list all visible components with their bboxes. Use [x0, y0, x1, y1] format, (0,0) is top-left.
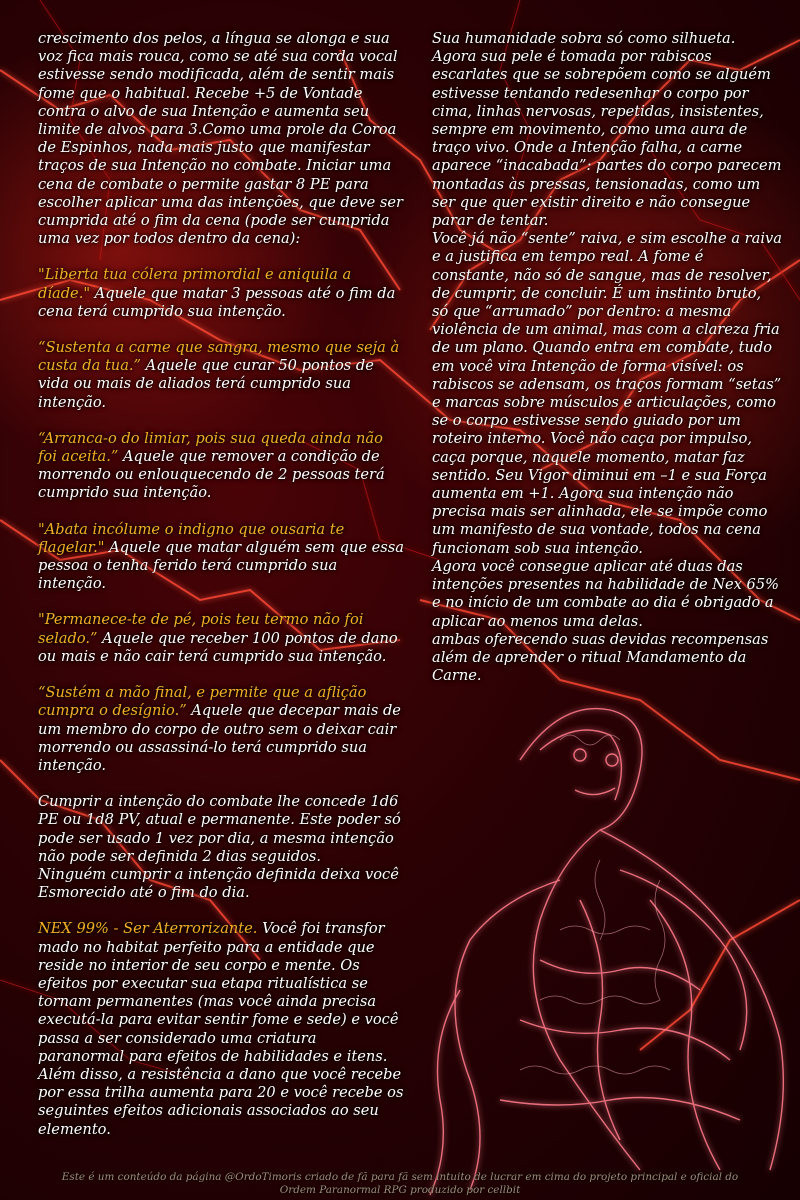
left-column [38, 30, 404, 1157]
creature-illustration [430, 709, 783, 1195]
rage-paragraph: Você já não “sente” raiva, e sim escolhe a raiva e a justifica em tempo real. A fome é constante, não só de sangue, mas de resolver, de cumprir, de concluir. É um instinto bruto, só que “arrumado” por dentro: a mesma violência de um animal, mas com a clareza fria de um plano. Quando entra em combate, tudo em você vira Intenção de forma visível: os rabiscos se adensam, os traços formam “setas” e marcas sobre músculos e articulações, como se o corpo estivesse sendo guiado por um roteiro interno. Você não caça por impulso, caça porque, naquele momento, matar faz sentido. Seu Vigor diminui em –1 e sua Força aumenta em +1. Agora sua intenção não precisa mais ser alinhada, ele se impõe como um manifesto de sua vontade, todos na cena funcionam sob sua intenção. [432, 230, 782, 557]
right-column [432, 30, 782, 685]
intention-5 [38, 611, 404, 666]
intention-quote: “Sustenta a carne que sangra, mesmo que seja à custa da tua.” [38, 339, 400, 375]
intention-quote: "Permanece-te de pé, pois teu termo não foi selado.” [38, 611, 364, 647]
intention-text: Aquele que remover a condição de morrendo ou enlouquecendo de 2 pessoas terá cumprido sua intenção. [38, 448, 385, 502]
intro-paragraph: crescimento dos pelos, a língua se alonga e sua voz fica mais rouca, como se até sua corda vocal estivesse sendo modificada, além de sentir mais fome que o habitual. Recebe +5 de Vontade contra o alvo de sua Intenção e aumenta seu limite de alvos para 3.Como uma prole da Coroa de Espinhos, nada mais justo que manifestar traços de sua Intenção no combate. Iniciar uma cena de combate o permite gastar 8 PE para escolher aplicar uma das intenções, que deve ser cumprida até o fim da cena (pode ser cumprida uma vez por todos dentro da cena): [38, 30, 403, 248]
silhouette-paragraph: Sua humanidade sobra só como silhueta. Agora sua pele é tomada por rabiscos escarlates que se sobrepõem como se alguém estivesse tentando redesenhar o corpo por cima, linhas nervosas, repetidas, insistentes, sempre em movimento, como uma aura de traço vivo. Onde a Intenção falha, a carne aparece “inacabada”: partes do corpo parecem montadas às pressas, tensionadas, como um ser que quer existir direito e não consegue parar de tentar. [432, 30, 782, 230]
intention-2 [38, 339, 404, 412]
intention-text: Aquele que curar 50 pontos de vida ou mais de aliados terá cumprido sua intenção. [38, 357, 374, 411]
fail-paragraph: Ninguém cumprir a intenção definida deixa você Esmorecido até o fim do dia. [38, 865, 399, 902]
intention-3 [38, 430, 404, 503]
intention-text: Aquele que receber 100 pontos de dano ou mais e não cair terá cumprido sua intenção. [38, 629, 398, 665]
intention-text: Aquele que matar 3 pessoas até o fim da cena terá cumprido sua intenção. [38, 284, 396, 320]
intention-1 [38, 266, 404, 321]
intention-6 [38, 684, 404, 775]
nex-text: Você foi transfor mado no habitat perfeito para a entidade que reside no interior de seu corpo e mente. Os efeitos por executar sua etapa ritualística se tornam permanentes (mas você ainda precisa executá-la para evitar sentir fome e sede) e você passa a ser considerado uma criatura paranormal para efeitos de habilidades e itens. Além disso, a resistência a dano que você recebe por essa trilha aumenta para 20 e você recebe os seguintes efeitos adicionais associados ao seu elemento. [38, 920, 404, 1138]
nex-title: NEX 99% - Ser Aterrorizante. [38, 920, 258, 938]
intention-quote: “Sustém a mão final, e permite que a aflição cumpra o desígnio.” [38, 684, 367, 720]
intention-text: Aquele que matar alguém sem que essa pessoa o tenha ferido terá cumprido sua intenção. [38, 538, 404, 593]
rewards-paragraph: ambas oferecendo suas devidas recompensas além de aprender o ritual Mandamento da Carne. [432, 630, 769, 685]
intention-quote: "Abata incólume o indigno que ousaria te flagelar." [38, 520, 345, 556]
footer-credits [30, 1171, 770, 1196]
footer-line-2: Ordem Paranormal RPG produzido por cellbit [279, 1183, 521, 1196]
intention-quote: "Liberta tua cólera primordial e aniquila a díade." [38, 266, 352, 302]
intention-quote: “Arranca-o do limiar, pois sua queda ainda não foi aceita.” [38, 429, 383, 466]
footer-line-1: Este é um conteúdo da página @OrdoTimoris criado de fã para fã sem intuito de lucrar em cima do projeto principal e oficial do [61, 1171, 739, 1183]
nex-paragraph [38, 920, 404, 1138]
two-intentions-paragraph: Agora você consegue aplicar até duas das intenções presentes na habilidade de Nex 65% e no início de um combate ao dia é obrigado a aplicar ao menos uma delas. [432, 557, 779, 630]
reward-paragraph: Cumprir a intenção do combate lhe concede 1d6 PE ou 1d8 PV, atual e permanente. Este poder só pode ser usado 1 vez por dia, a mesma intenção não pode ser definida 2 dias seguidos. [38, 793, 401, 865]
intention-text: Aquele que decepar mais de um membro do corpo de outro sem o deixar cair morrendo ou assassiná-lo terá cumprido sua intenção. [38, 702, 401, 774]
intention-4 [38, 521, 404, 594]
